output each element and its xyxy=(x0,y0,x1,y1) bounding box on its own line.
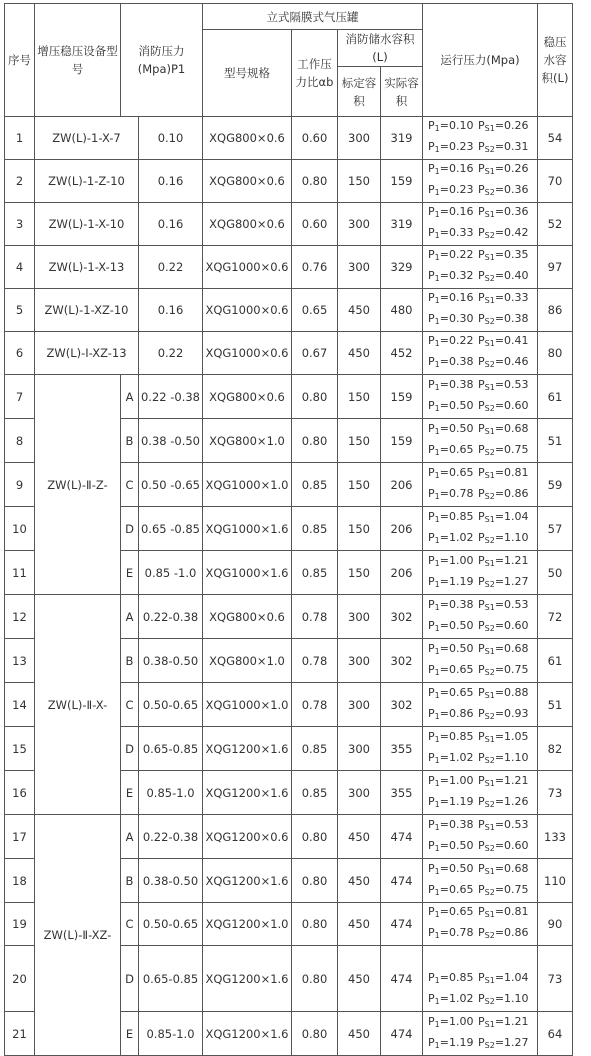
pressure-p1-value: 0.23 xyxy=(448,183,474,196)
pressure-ratio: 0.80 xyxy=(292,946,338,1012)
device-variant: D xyxy=(121,507,139,551)
tank-spec: XQG1200×1.6 xyxy=(203,727,292,771)
pressure-ps-value: 0.36 xyxy=(504,183,529,196)
fire-pressure-p1: 0.65 -0.85 xyxy=(139,507,203,551)
tank-spec: XQG1000×0.6 xyxy=(203,332,292,375)
pressure-p1-value: 0.50 xyxy=(448,398,474,412)
pressure-ps-value: 1.26 xyxy=(504,794,529,808)
pressure-p1-value: 1.19 xyxy=(448,1035,474,1049)
device-model: ZW(L)-1-X-13 xyxy=(35,246,139,289)
tank-spec: XQG1200×1.6 xyxy=(203,946,292,1012)
nominal-volume: 150 xyxy=(338,160,381,203)
device-model: ZW(L)-1-XZ-10 xyxy=(35,289,139,332)
stable-water-volume: 61 xyxy=(538,639,573,683)
fire-pressure-p1: 0.10 xyxy=(139,117,203,160)
pressure-ps-value: 0.26 xyxy=(504,162,529,175)
device-variant: E xyxy=(121,1012,139,1056)
tank-spec: XQG1200×1.6 xyxy=(203,859,292,903)
header-fire-pressure: 消防压力(Mpa)P1 xyxy=(121,4,203,117)
pressure-ps-value: 0.53 xyxy=(504,597,529,611)
pressure-ps-value: 0.40 xyxy=(504,269,529,282)
row-number: 2 xyxy=(5,160,35,203)
pressure-p1-value: 0.38 xyxy=(448,377,474,391)
pressure-p1-value: 0.65 xyxy=(448,882,474,896)
pressure-ratio: 0.80 xyxy=(292,815,338,859)
row-number: 5 xyxy=(5,289,35,332)
actual-volume: 206 xyxy=(381,551,423,595)
running-pressure: $P_1=0.65$ $P_{S1}=0.88$ $P_1=0.86$ $P_{S2}=0.93$ xyxy=(423,683,538,727)
row-number: 17 xyxy=(5,815,35,859)
pressure-p1-value: 0.38 xyxy=(448,817,474,831)
pressure-ps-value: 0.60 xyxy=(504,838,529,852)
pressure-ps-value: 0.60 xyxy=(504,398,529,412)
pressure-p1-value: 0.32 xyxy=(448,269,474,282)
device-variant: D xyxy=(121,946,139,1012)
fire-pressure-p1: 0.22 xyxy=(139,332,203,375)
nominal-volume: 300 xyxy=(338,639,381,683)
actual-volume: 474 xyxy=(381,903,423,946)
nominal-volume: 150 xyxy=(338,375,381,419)
pressure-p1-value: 0.22 xyxy=(448,248,474,261)
pressure-ps-value: 0.60 xyxy=(504,618,529,632)
running-pressure: $P_1=1.00$ $P_{S1}=1.21$ $P_1=1.19$ $P_{S2}=1.27$ xyxy=(423,551,538,595)
stable-water-volume: 51 xyxy=(538,419,573,463)
nominal-volume: 450 xyxy=(338,289,381,332)
actual-volume: 474 xyxy=(381,859,423,903)
pressure-tank-spec-table xyxy=(4,3,573,1056)
pressure-p1-value: 0.78 xyxy=(448,926,474,939)
running-pressure: $P_1=0.65$ $P_{S1}=0.81$ $P_1=0.78$ $P_{S2}=0.86$ xyxy=(423,903,538,946)
actual-volume: 159 xyxy=(381,160,423,203)
stable-water-volume: 64 xyxy=(538,1012,573,1056)
pressure-ps-value: 0.75 xyxy=(504,662,529,676)
running-pressure: $P_1=0.50$ $P_{S1}=0.68$ $P_1=0.65$ $P_{S2}=0.75$ xyxy=(423,859,538,903)
actual-volume: 329 xyxy=(381,246,423,289)
pressure-p1-value: 0.16 xyxy=(448,162,474,175)
nominal-volume: 300 xyxy=(338,595,381,639)
device-variant: A xyxy=(121,375,139,419)
tank-spec: XQG800×1.0 xyxy=(203,639,292,683)
tank-spec: XQG800×0.6 xyxy=(203,375,292,419)
pressure-p1-value: 0.10 xyxy=(448,119,474,132)
pressure-p1-value: 0.30 xyxy=(448,312,474,325)
running-pressure: $P_1=1.00$ $P_{S1}=1.21$ $P_1=1.19$ $P_{S2}=1.26$ xyxy=(423,771,538,815)
nominal-volume: 300 xyxy=(338,246,381,289)
running-pressure: $P_1=0.16$ $P_{S1}=0.33$ $P_1=0.30$ $P_{S2}=0.38$ xyxy=(423,289,538,332)
pressure-ps-value: 0.42 xyxy=(504,226,529,239)
pressure-ps-value: 0.53 xyxy=(504,377,529,391)
pressure-p1-value: 0.65 xyxy=(448,685,474,699)
pressure-ps-value: 0.81 xyxy=(504,465,529,479)
pressure-p1-value: 0.65 xyxy=(448,662,474,676)
pressure-ratio: 0.65 xyxy=(292,289,338,332)
running-pressure: $P_1=0.85$ $P_{S1}=1.04$ $P_1=1.02$ $P_{S2}=1.10$ xyxy=(423,946,538,1012)
pressure-ps-value: 1.21 xyxy=(504,773,529,787)
nominal-volume: 150 xyxy=(338,507,381,551)
tank-spec: XQG1000×0.6 xyxy=(203,289,292,332)
pressure-ps-value: 0.46 xyxy=(504,355,529,368)
row-number: 16 xyxy=(5,771,35,815)
pressure-ratio: 0.80 xyxy=(292,160,338,203)
pressure-ps-value: 0.36 xyxy=(504,205,529,218)
fire-pressure-p1: 0.22 xyxy=(139,246,203,289)
device-variant: C xyxy=(121,683,139,727)
row-number: 9 xyxy=(5,463,35,507)
row-number: 15 xyxy=(5,727,35,771)
fire-pressure-p1: 0.50 -0.65 xyxy=(139,463,203,507)
tank-spec: XQG800×0.6 xyxy=(203,160,292,203)
running-pressure: $P_1=0.16$ $P_{S1}=0.36$ $P_1=0.33$ $P_{S2}=0.42$ xyxy=(423,203,538,246)
pressure-p1-value: 0.23 xyxy=(448,140,474,153)
pressure-ratio: 0.85 xyxy=(292,463,338,507)
stable-water-volume: 51 xyxy=(538,683,573,727)
fire-pressure-p1: 0.22 -0.38 xyxy=(139,375,203,419)
pressure-ps-value: 0.68 xyxy=(504,861,529,875)
pressure-ps-value: 0.26 xyxy=(504,119,529,132)
stable-water-volume: 97 xyxy=(538,246,573,289)
header-running-pressure: 运行压力(Mpa) xyxy=(423,4,538,117)
pressure-p1-value: 1.19 xyxy=(448,794,474,808)
nominal-volume: 450 xyxy=(338,903,381,946)
tank-spec: XQG1000×1.0 xyxy=(203,463,292,507)
stable-water-volume: 59 xyxy=(538,463,573,507)
actual-volume: 474 xyxy=(381,946,423,1012)
running-pressure: $P_1=0.85$ $P_{S1}=1.04$ $P_1=1.02$ $P_{S2}=1.10$ xyxy=(423,507,538,551)
table-body xyxy=(5,117,573,1056)
actual-volume: 206 xyxy=(381,463,423,507)
row-number: 4 xyxy=(5,246,35,289)
stable-water-volume: 73 xyxy=(538,771,573,815)
nominal-volume: 150 xyxy=(338,419,381,463)
table-row xyxy=(5,375,573,419)
tank-spec: XQG1200×1.0 xyxy=(203,903,292,946)
header-seq: 序号 xyxy=(5,4,35,117)
pressure-ps-value: 1.04 xyxy=(504,971,529,984)
pressure-ratio: 0.80 xyxy=(292,419,338,463)
device-variant: B xyxy=(121,859,139,903)
pressure-p1-value: 0.50 xyxy=(448,618,474,632)
running-pressure: $P_1=0.10$ $P_{S1}=0.26$ $P_1=0.23$ $P_{S2}=0.31$ xyxy=(423,117,538,160)
pressure-p1-value: 0.38 xyxy=(448,355,474,368)
pressure-ratio: 0.80 xyxy=(292,903,338,946)
pressure-p1-value: 1.02 xyxy=(448,750,474,764)
nominal-volume: 150 xyxy=(338,463,381,507)
device-variant: E xyxy=(121,551,139,595)
actual-volume: 319 xyxy=(381,203,423,246)
row-number: 20 xyxy=(5,946,35,1012)
device-model: ZW(L)-1-Z-10 xyxy=(35,160,139,203)
stable-water-volume: 90 xyxy=(538,903,573,946)
table-row xyxy=(5,595,573,639)
stable-water-volume: 82 xyxy=(538,727,573,771)
actual-volume: 159 xyxy=(381,375,423,419)
pressure-p1-value: 0.50 xyxy=(448,421,474,435)
device-variant: C xyxy=(121,903,139,946)
running-pressure: $P_1=0.65$ $P_{S1}=0.81$ $P_1=0.78$ $P_{S2}=0.86$ xyxy=(423,463,538,507)
header-tank-group: 立式隔膜式气压罐 xyxy=(203,4,423,30)
pressure-ps-value: 0.86 xyxy=(504,486,529,500)
pressure-p1-value: 0.16 xyxy=(448,205,474,218)
pressure-ratio: 0.78 xyxy=(292,639,338,683)
running-pressure: $P_1=0.16$ $P_{S1}=0.26$ $P_1=0.23$ $P_{S2}=0.36$ xyxy=(423,160,538,203)
tank-spec: XQG800×0.6 xyxy=(203,595,292,639)
pressure-ps-value: 0.88 xyxy=(504,685,529,699)
tank-spec: XQG1000×1.6 xyxy=(203,551,292,595)
pressure-p1-value: 1.00 xyxy=(448,553,474,567)
table-row xyxy=(5,289,573,332)
actual-volume: 355 xyxy=(381,727,423,771)
actual-volume: 480 xyxy=(381,289,423,332)
device-variant: E xyxy=(121,771,139,815)
fire-pressure-p1: 0.65-0.85 xyxy=(139,946,203,1012)
fire-pressure-p1: 0.22-0.38 xyxy=(139,815,203,859)
pressure-ratio: 0.67 xyxy=(292,332,338,375)
row-number: 18 xyxy=(5,859,35,903)
pressure-ps-value: 0.68 xyxy=(504,421,529,435)
tank-spec: XQG1200×1.6 xyxy=(203,771,292,815)
pressure-ps-value: 1.10 xyxy=(504,530,529,544)
nominal-volume: 450 xyxy=(338,946,381,1012)
pressure-ps-value: 1.10 xyxy=(504,992,529,1005)
table-row xyxy=(5,160,573,203)
row-number: 12 xyxy=(5,595,35,639)
pressure-ps-value: 1.10 xyxy=(504,750,529,764)
stable-water-volume: 52 xyxy=(538,203,573,246)
device-model-group: ZW(L)-Ⅱ-X- xyxy=(35,595,121,815)
row-number: 1 xyxy=(5,117,35,160)
pressure-ps-value: 1.21 xyxy=(504,1014,529,1028)
pressure-p1-value: 1.19 xyxy=(448,574,474,588)
tank-spec: XQG1000×1.0 xyxy=(203,683,292,727)
running-pressure: $P_1=0.85$ $P_{S1}=1.05$ $P_1=1.02$ $P_{S2}=1.10$ xyxy=(423,727,538,771)
actual-volume: 302 xyxy=(381,639,423,683)
table-row xyxy=(5,246,573,289)
device-model: ZW(L)-Ⅰ-XZ-13 xyxy=(35,332,139,375)
pressure-ps-value: 1.04 xyxy=(504,509,529,523)
fire-pressure-p1: 0.16 xyxy=(139,289,203,332)
tank-spec: XQG800×0.6 xyxy=(203,117,292,160)
pressure-ps-value: 1.05 xyxy=(504,729,529,743)
header-nominal-volume: 标定容积 xyxy=(338,67,381,117)
row-number: 8 xyxy=(5,419,35,463)
row-number: 6 xyxy=(5,332,35,375)
pressure-ratio: 0.60 xyxy=(292,117,338,160)
running-pressure: $P_1=0.22$ $P_{S1}=0.41$ $P_1=0.38$ $P_{S2}=0.46$ xyxy=(423,332,538,375)
running-pressure: $P_1=0.38$ $P_{S1}=0.53$ $P_1=0.50$ $P_{S2}=0.60$ xyxy=(423,815,538,859)
pressure-ps-value: 0.33 xyxy=(504,291,529,304)
pressure-ps-value: 0.68 xyxy=(504,641,529,655)
running-pressure: $P_1=0.50$ $P_{S1}=0.68$ $P_1=0.65$ $P_{S2}=0.75$ xyxy=(423,639,538,683)
pressure-ps-value: 0.35 xyxy=(504,248,529,261)
running-pressure: $P_1=1.00$ $P_{S1}=1.21$ $P_1=1.19$ $P_{S2}=1.27$ xyxy=(423,1012,538,1056)
device-model-group: ZW(L)-Ⅱ-XZ- xyxy=(35,815,121,1056)
nominal-volume: 300 xyxy=(338,727,381,771)
actual-volume: 206 xyxy=(381,507,423,551)
running-pressure: $P_1=0.22$ $P_{S1}=0.35$ $P_1=0.32$ $P_{S2}=0.40$ xyxy=(423,246,538,289)
pressure-p1-value: 1.00 xyxy=(448,773,474,787)
fire-pressure-p1: 0.50-0.65 xyxy=(139,683,203,727)
pressure-ps-value: 0.53 xyxy=(504,817,529,831)
stable-water-volume: 80 xyxy=(538,332,573,375)
fire-pressure-p1: 0.38-0.50 xyxy=(139,639,203,683)
fire-pressure-p1: 0.16 xyxy=(139,203,203,246)
fire-pressure-p1: 0.85-1.0 xyxy=(139,1012,203,1056)
device-variant: C xyxy=(121,463,139,507)
pressure-p1-value: 0.50 xyxy=(448,641,474,655)
pressure-p1-value: 0.65 xyxy=(448,442,474,456)
actual-volume: 452 xyxy=(381,332,423,375)
device-variant: B xyxy=(121,639,139,683)
device-variant: D xyxy=(121,727,139,771)
pressure-ratio: 0.80 xyxy=(292,375,338,419)
fire-pressure-p1: 0.50-0.65 xyxy=(139,903,203,946)
actual-volume: 474 xyxy=(381,815,423,859)
header-stable-volume: 稳压水容积(L) xyxy=(538,4,573,117)
stable-water-volume: 86 xyxy=(538,289,573,332)
nominal-volume: 450 xyxy=(338,859,381,903)
pressure-p1-value: 0.86 xyxy=(448,706,474,720)
pressure-ratio: 0.85 xyxy=(292,771,338,815)
nominal-volume: 450 xyxy=(338,1012,381,1056)
actual-volume: 355 xyxy=(381,771,423,815)
pressure-p1-value: 1.02 xyxy=(448,992,474,1005)
tank-spec: XQG1000×0.6 xyxy=(203,246,292,289)
fire-pressure-p1: 0.85 -1.0 xyxy=(139,551,203,595)
nominal-volume: 300 xyxy=(338,117,381,160)
stable-water-volume: 133 xyxy=(538,815,573,859)
stable-water-volume: 110 xyxy=(538,859,573,903)
pressure-ratio: 0.85 xyxy=(292,551,338,595)
actual-volume: 302 xyxy=(381,683,423,727)
nominal-volume: 300 xyxy=(338,771,381,815)
pressure-p1-value: 0.33 xyxy=(448,226,474,239)
nominal-volume: 450 xyxy=(338,332,381,375)
pressure-p1-value: 0.50 xyxy=(448,838,474,852)
stable-water-volume: 50 xyxy=(538,551,573,595)
table-row xyxy=(5,332,573,375)
tank-spec: XQG1200×1.6 xyxy=(203,1012,292,1056)
pressure-ps-value: 0.75 xyxy=(504,442,529,456)
pressure-ps-value: 1.21 xyxy=(504,553,529,567)
actual-volume: 319 xyxy=(381,117,423,160)
pressure-ratio: 0.85 xyxy=(292,507,338,551)
pressure-ps-value: 1.27 xyxy=(504,574,529,588)
nominal-volume: 150 xyxy=(338,551,381,595)
nominal-volume: 300 xyxy=(338,683,381,727)
table-row xyxy=(5,203,573,246)
pressure-p1-value: 0.85 xyxy=(448,729,474,743)
pressure-ratio: 0.78 xyxy=(292,595,338,639)
row-number: 14 xyxy=(5,683,35,727)
pressure-ratio: 0.85 xyxy=(292,727,338,771)
fire-pressure-p1: 0.65-0.85 xyxy=(139,727,203,771)
pressure-p1-value: 0.85 xyxy=(448,509,474,523)
stable-water-volume: 57 xyxy=(538,507,573,551)
pressure-ratio: 0.76 xyxy=(292,246,338,289)
device-model-group: ZW(L)-Ⅱ-Z- xyxy=(35,375,121,595)
device-variant: B xyxy=(121,419,139,463)
pressure-p1-value: 0.22 xyxy=(448,334,474,347)
pressure-p1-value: 0.38 xyxy=(448,597,474,611)
device-model: ZW(L)-1-X-7 xyxy=(35,117,139,160)
header-actual-volume: 实际容积 xyxy=(381,67,423,117)
pressure-ps-value: 0.86 xyxy=(504,926,529,939)
pressure-p1-value: 0.78 xyxy=(448,486,474,500)
running-pressure: $P_1=0.38$ $P_{S1}=0.53$ $P_1=0.50$ $P_{S2}=0.60$ xyxy=(423,595,538,639)
nominal-volume: 300 xyxy=(338,203,381,246)
pressure-ps-value: 1.27 xyxy=(504,1035,529,1049)
pressure-p1-value: 1.02 xyxy=(448,530,474,544)
pressure-ratio: 0.80 xyxy=(292,1012,338,1056)
stable-water-volume: 54 xyxy=(538,117,573,160)
device-model: ZW(L)-1-X-10 xyxy=(35,203,139,246)
pressure-ps-value: 0.41 xyxy=(504,334,529,347)
header-pressure-ratio: 工作压力比αb xyxy=(292,30,338,117)
table-row xyxy=(5,815,573,859)
actual-volume: 302 xyxy=(381,595,423,639)
pressure-p1-value: 0.16 xyxy=(448,291,474,304)
actual-volume: 159 xyxy=(381,419,423,463)
pressure-ps-value: 0.38 xyxy=(504,312,529,325)
pressure-p1-value: 0.65 xyxy=(448,465,474,479)
tank-spec: XQG1200×0.6 xyxy=(203,815,292,859)
table-row xyxy=(5,117,573,160)
header-model: 增压稳压设备型号 xyxy=(35,4,121,117)
running-pressure: $P_1=0.38$ $P_{S1}=0.53$ $P_1=0.50$ $P_{S2}=0.60$ xyxy=(423,375,538,419)
pressure-p1-value: 0.85 xyxy=(448,971,474,984)
row-number: 13 xyxy=(5,639,35,683)
fire-pressure-p1: 0.16 xyxy=(139,160,203,203)
tank-spec: XQG800×1.0 xyxy=(203,419,292,463)
stable-water-volume: 72 xyxy=(538,595,573,639)
stable-water-volume: 70 xyxy=(538,160,573,203)
pressure-ratio: 0.78 xyxy=(292,683,338,727)
pressure-ps-value: 0.31 xyxy=(504,140,529,153)
row-number: 21 xyxy=(5,1012,35,1056)
row-number: 7 xyxy=(5,375,35,419)
fire-pressure-p1: 0.22-0.38 xyxy=(139,595,203,639)
row-number: 3 xyxy=(5,203,35,246)
header-tank-spec: 型号规格 xyxy=(203,30,292,117)
fire-pressure-p1: 0.38-0.50 xyxy=(139,859,203,903)
device-variant: A xyxy=(121,815,139,859)
pressure-ratio: 0.80 xyxy=(292,859,338,903)
pressure-ratio: 0.60 xyxy=(292,203,338,246)
header-storage-group: 消防储水容积(L) xyxy=(338,30,423,67)
nominal-volume: 450 xyxy=(338,815,381,859)
pressure-ps-value: 0.93 xyxy=(504,706,529,720)
row-number: 10 xyxy=(5,507,35,551)
fire-pressure-p1: 0.85-1.0 xyxy=(139,771,203,815)
running-pressure: $P_1=0.50$ $P_{S1}=0.68$ $P_1=0.65$ $P_{S2}=0.75$ xyxy=(423,419,538,463)
fire-pressure-p1: 0.38 -0.50 xyxy=(139,419,203,463)
pressure-p1-value: 0.50 xyxy=(448,861,474,875)
pressure-p1-value: 0.65 xyxy=(448,905,474,918)
row-number: 19 xyxy=(5,903,35,946)
device-variant: A xyxy=(121,595,139,639)
tank-spec: XQG800×0.6 xyxy=(203,203,292,246)
pressure-ps-value: 0.81 xyxy=(504,905,529,918)
tank-spec: XQG1000×1.6 xyxy=(203,507,292,551)
stable-water-volume: 73 xyxy=(538,946,573,1012)
stable-water-volume: 61 xyxy=(538,375,573,419)
pressure-p1-value: 1.00 xyxy=(448,1014,474,1028)
actual-volume: 474 xyxy=(381,1012,423,1056)
row-number: 11 xyxy=(5,551,35,595)
pressure-ps-value: 0.75 xyxy=(504,882,529,896)
